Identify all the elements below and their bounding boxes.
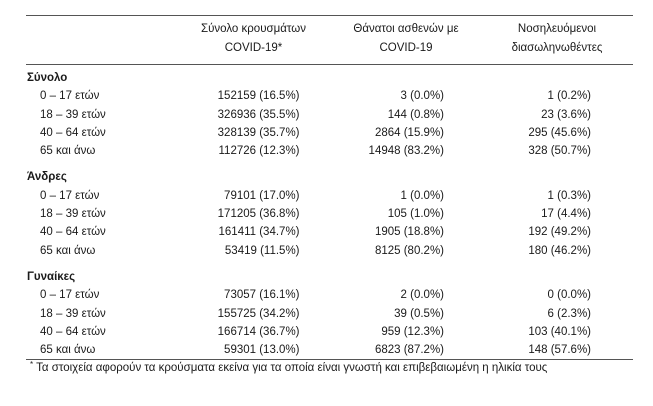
deaths-cell-value: 1 (0.0%): [400, 189, 444, 202]
deaths-cell-value: 959 (12.3%): [381, 325, 444, 338]
deaths-cell-value: 144 (0.8%): [387, 108, 444, 121]
cases-cell-value: 161411 (34.7%): [218, 226, 300, 239]
deaths-cell: [331, 205, 481, 223]
deaths-cell: [331, 187, 481, 205]
header-deaths-line1: Θάνατοι ασθενών με: [353, 23, 459, 35]
cases-cell: [176, 142, 331, 160]
deaths-cell-value: 39 (0.5%): [394, 307, 444, 320]
cases-cell: [176, 87, 331, 105]
age-group-label: 40 – 64 ετών: [40, 126, 106, 139]
cases-cell-value: 73057 (16.1%): [224, 289, 300, 302]
cases-cell-value: 328139 (35.7%): [217, 126, 300, 139]
intubated-cell: [481, 87, 633, 105]
intubated-cell-value: 1 (0.2%): [547, 90, 591, 103]
table-row: [26, 187, 633, 205]
deaths-cell-value: 6823 (87.2%): [374, 344, 444, 357]
header-deaths: [331, 16, 481, 64]
statistics-table-frame: [26, 15, 633, 360]
header-deaths-line2: COVID-19: [379, 42, 433, 54]
intubated-cell-value: 192 (49.2%): [528, 226, 591, 239]
deaths-cell: [331, 142, 481, 160]
intubated-cell-value: 23 (3.6%): [541, 108, 591, 121]
deaths-cell: [331, 106, 481, 124]
cases-cell: [176, 124, 331, 142]
cases-cell-value: 152159 (16.5%): [217, 90, 300, 103]
table-row: [26, 87, 633, 105]
cases-cell-value: 171205 (36.8%): [217, 208, 300, 221]
table-row: [26, 341, 633, 359]
footnote-text: Τα στοιχεία αφορούν τα κρούσματα εκείνα για τα οποία είναι γνωστή και επιβεβαιωμένη η ηλικία τους: [36, 362, 548, 374]
header-intubated-line2: διασωληνωθέντες: [511, 42, 603, 54]
intubated-cell: [481, 341, 633, 359]
age-group-label: 0 – 17 ετών: [40, 90, 100, 103]
cases-cell: [176, 341, 331, 359]
deaths-cell-value: 105 (1.0%): [387, 208, 444, 221]
intubated-cell: [481, 223, 633, 241]
intubated-cell-value: 103 (40.1%): [528, 325, 591, 338]
group-header-row: [26, 65, 633, 87]
age-group-label: 40 – 64 ετών: [40, 226, 106, 239]
age-group-label: 40 – 64 ετών: [40, 325, 106, 338]
cases-cell-value: 53419 (11.5%): [224, 244, 300, 257]
cases-cell: [176, 242, 331, 260]
intubated-cell: [481, 142, 633, 160]
deaths-cell-value: 3 (0.0%): [400, 90, 444, 103]
table-row: [26, 286, 633, 304]
intubated-cell: [481, 124, 633, 142]
cases-cell-value: 155725 (34.2%): [217, 307, 300, 320]
intubated-cell: [481, 305, 633, 323]
cases-cell-value: 326936 (35.5%): [217, 108, 300, 121]
cases-cell-value: 59301 (13.0%): [224, 344, 300, 357]
cases-cell: [176, 286, 331, 304]
intubated-cell-value: 6 (2.3%): [547, 307, 591, 320]
intubated-cell: [481, 323, 633, 341]
cases-cell: [176, 187, 331, 205]
group-title: Γυναίκες: [27, 270, 76, 283]
table-row: [26, 242, 633, 260]
group-title: Σύνολο: [27, 72, 68, 84]
table-row: [26, 106, 633, 124]
table-header-row: [26, 16, 633, 64]
intubated-cell: [481, 205, 633, 223]
header-intubated-line1: Νοσηλευόμενοι: [517, 23, 597, 35]
group-header-row: [26, 264, 633, 286]
intubated-cell-value: 295 (45.6%): [528, 126, 591, 139]
intubated-cell: [481, 242, 633, 260]
deaths-cell: [331, 341, 481, 359]
table-row: [26, 305, 633, 323]
table-row: [26, 142, 633, 160]
deaths-cell-value: 1905 (18.8%): [374, 226, 444, 239]
covid-age-table: [26, 16, 633, 359]
deaths-cell-value: 2 (0.0%): [400, 289, 444, 302]
deaths-cell: [331, 286, 481, 304]
cases-cell-value: 112726 (12.3%): [218, 145, 300, 158]
age-group-label: 18 – 39 ετών: [40, 208, 106, 221]
age-group-label: 18 – 39 ετών: [40, 108, 106, 121]
header-total-cases-line2: COVID-19*: [224, 42, 283, 54]
age-group-label: 65 και άνω: [40, 145, 96, 158]
intubated-cell: [481, 286, 633, 304]
deaths-cell: [331, 305, 481, 323]
deaths-cell: [331, 242, 481, 260]
header-intubated: [481, 16, 633, 64]
group-title: Άνδρες: [27, 171, 67, 184]
table-body: [26, 65, 633, 359]
age-group-label: 65 και άνω: [40, 244, 96, 257]
cases-cell: [176, 323, 331, 341]
intubated-cell-value: 0 (0.0%): [547, 289, 591, 302]
cases-cell-value: 79101 (17.0%): [224, 189, 300, 202]
table-row: [26, 124, 633, 142]
deaths-cell-value: 2864 (15.9%): [374, 126, 444, 139]
deaths-cell: [331, 124, 481, 142]
deaths-cell: [331, 323, 481, 341]
deaths-cell-value: 8125 (80.2%): [374, 244, 444, 257]
cases-cell: [176, 205, 331, 223]
age-group-label: 65 και άνω: [40, 344, 96, 357]
intubated-cell-value: 148 (57.6%): [528, 344, 591, 357]
cases-cell: [176, 223, 331, 241]
cases-cell: [176, 106, 331, 124]
cases-cell-value: 166714 (36.7%): [217, 325, 300, 338]
age-group-label: 0 – 17 ετών: [40, 289, 100, 302]
footnote: [30, 360, 547, 374]
group-header-row: [26, 164, 633, 186]
header-total-cases: [176, 16, 331, 64]
intubated-cell-value: 180 (46.2%): [528, 244, 591, 257]
intubated-cell-value: 328 (50.7%): [528, 145, 591, 158]
table-row: [26, 323, 633, 341]
deaths-cell-value: 14948 (83.2%): [368, 145, 444, 158]
age-group-label: 0 – 17 ετών: [40, 189, 100, 202]
deaths-cell: [331, 87, 481, 105]
header-empty-cell: [26, 16, 176, 64]
intubated-cell: [481, 187, 633, 205]
table-row: [26, 223, 633, 241]
table-row: [26, 205, 633, 223]
header-total-cases-line1: Σύνολο κρουσμάτων: [201, 23, 306, 35]
cases-cell: [176, 305, 331, 323]
intubated-cell-value: 17 (4.4%): [541, 208, 591, 221]
deaths-cell: [331, 223, 481, 241]
intubated-cell: [481, 106, 633, 124]
age-group-label: 18 – 39 ετών: [40, 307, 106, 320]
footnote-marker: *: [30, 360, 34, 369]
intubated-cell-value: 1 (0.3%): [547, 189, 591, 202]
